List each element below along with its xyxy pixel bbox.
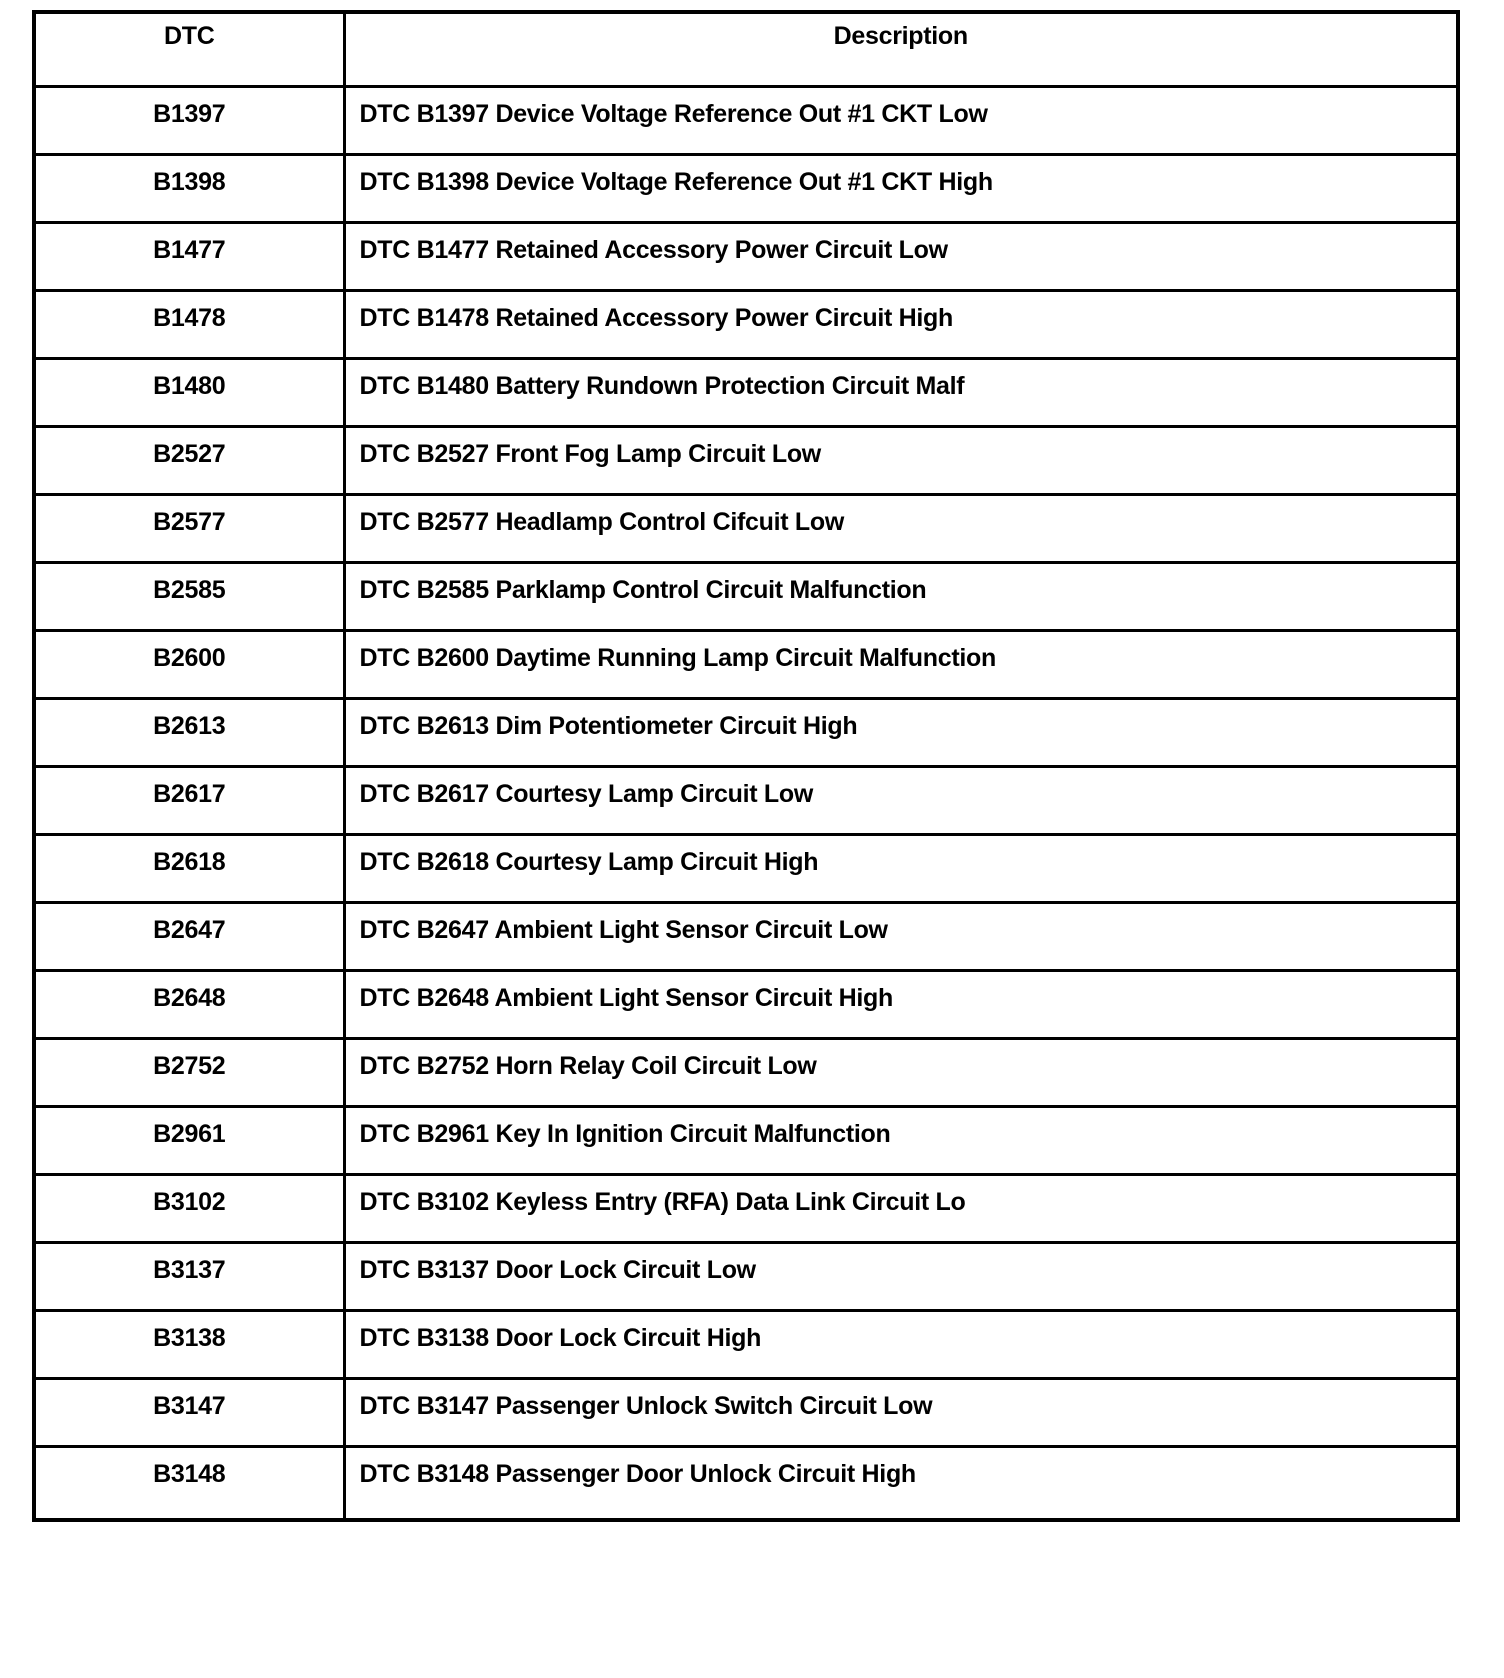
dtc-code-cell: B2577 (34, 494, 344, 562)
dtc-description-cell: DTC B1480 Battery Rundown Protection Circuit Malf (344, 358, 1458, 426)
dtc-description-cell: DTC B2752 Horn Relay Coil Circuit Low (344, 1038, 1458, 1106)
dtc-description-cell: DTC B2613 Dim Potentiometer Circuit High (344, 698, 1458, 766)
dtc-code-cell: B1398 (34, 154, 344, 222)
table-row (34, 290, 1458, 358)
dtc-description-cell: DTC B3138 Door Lock Circuit High (344, 1310, 1458, 1378)
table-row (34, 834, 1458, 902)
description-column-header: Description (344, 12, 1458, 86)
table-row (34, 1310, 1458, 1378)
table-row (34, 358, 1458, 426)
dtc-code-cell: B2585 (34, 562, 344, 630)
table-row (34, 1038, 1458, 1106)
table-row (34, 86, 1458, 154)
dtc-code-cell: B2961 (34, 1106, 344, 1174)
dtc-description-cell: DTC B3148 Passenger Door Unlock Circuit High (344, 1446, 1458, 1520)
dtc-description-cell: DTC B2618 Courtesy Lamp Circuit High (344, 834, 1458, 902)
dtc-description-cell: DTC B3102 Keyless Entry (RFA) Data Link Circuit Lo (344, 1174, 1458, 1242)
table-row (34, 970, 1458, 1038)
dtc-code-cell: B2600 (34, 630, 344, 698)
table-row (34, 698, 1458, 766)
table-row (34, 494, 1458, 562)
dtc-code-cell: B3102 (34, 1174, 344, 1242)
table-body (34, 86, 1458, 1520)
dtc-description-cell: DTC B2585 Parklamp Control Circuit Malfunction (344, 562, 1458, 630)
table-row (34, 630, 1458, 698)
table-row (34, 154, 1458, 222)
dtc-table (32, 10, 1460, 1522)
dtc-description-cell: DTC B1478 Retained Accessory Power Circuit High (344, 290, 1458, 358)
table-row (34, 562, 1458, 630)
dtc-code-cell: B2648 (34, 970, 344, 1038)
dtc-code-cell: B2613 (34, 698, 344, 766)
dtc-description-cell: DTC B2577 Headlamp Control Cifcuit Low (344, 494, 1458, 562)
dtc-description-cell: DTC B2961 Key In Ignition Circuit Malfunction (344, 1106, 1458, 1174)
table-row (34, 1174, 1458, 1242)
dtc-description-cell: DTC B3147 Passenger Unlock Switch Circuit Low (344, 1378, 1458, 1446)
dtc-column-header: DTC (34, 12, 344, 86)
table-header (34, 12, 1458, 86)
header-row (34, 12, 1458, 86)
dtc-code-cell: B2647 (34, 902, 344, 970)
dtc-description-cell: DTC B1398 Device Voltage Reference Out #1 CKT High (344, 154, 1458, 222)
dtc-code-cell: B2617 (34, 766, 344, 834)
dtc-description-cell: DTC B2600 Daytime Running Lamp Circuit Malfunction (344, 630, 1458, 698)
dtc-description-cell: DTC B1397 Device Voltage Reference Out #1 CKT Low (344, 86, 1458, 154)
table-row (34, 1242, 1458, 1310)
dtc-code-cell: B1478 (34, 290, 344, 358)
table-row (34, 1446, 1458, 1520)
dtc-code-cell: B1480 (34, 358, 344, 426)
dtc-description-cell: DTC B3137 Door Lock Circuit Low (344, 1242, 1458, 1310)
dtc-description-cell: DTC B1477 Retained Accessory Power Circuit Low (344, 222, 1458, 290)
table-row (34, 902, 1458, 970)
table-row (34, 766, 1458, 834)
dtc-code-cell: B1397 (34, 86, 344, 154)
dtc-code-cell: B3137 (34, 1242, 344, 1310)
dtc-description-cell: DTC B2527 Front Fog Lamp Circuit Low (344, 426, 1458, 494)
dtc-code-cell: B2618 (34, 834, 344, 902)
dtc-description-cell: DTC B2617 Courtesy Lamp Circuit Low (344, 766, 1458, 834)
dtc-code-cell: B3138 (34, 1310, 344, 1378)
table-row (34, 222, 1458, 290)
table-row (34, 426, 1458, 494)
table-row (34, 1378, 1458, 1446)
dtc-description-cell: DTC B2647 Ambient Light Sensor Circuit Low (344, 902, 1458, 970)
dtc-code-cell: B3147 (34, 1378, 344, 1446)
dtc-code-cell: B2527 (34, 426, 344, 494)
dtc-code-cell: B2752 (34, 1038, 344, 1106)
table-row (34, 1106, 1458, 1174)
dtc-description-cell: DTC B2648 Ambient Light Sensor Circuit High (344, 970, 1458, 1038)
dtc-code-cell: B3148 (34, 1446, 344, 1520)
dtc-code-cell: B1477 (34, 222, 344, 290)
